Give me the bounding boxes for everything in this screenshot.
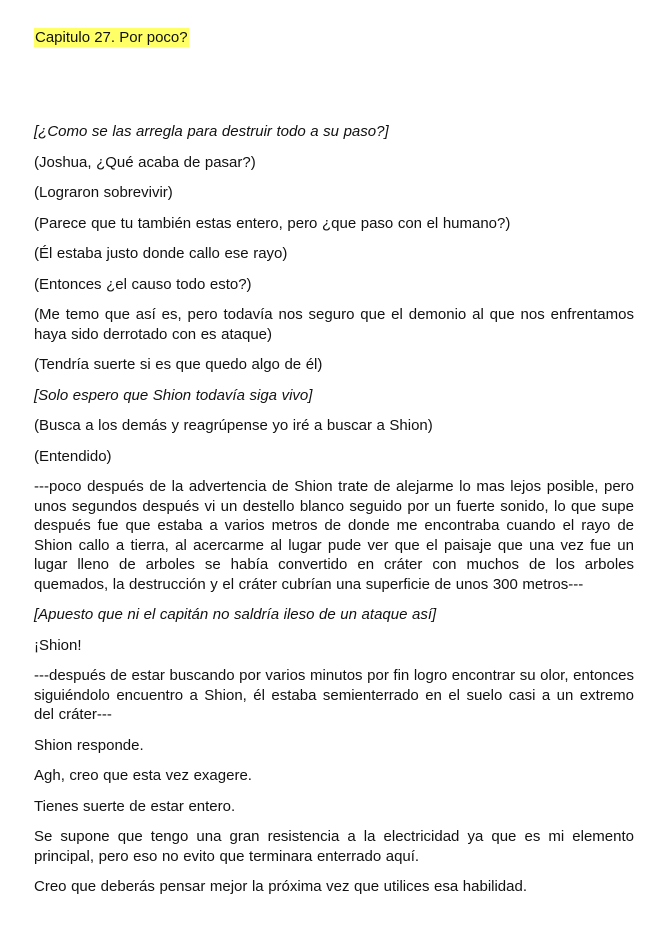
document-page (34, 28, 634, 895)
paragraph: Agh, creo que esta vez exagere. (34, 767, 252, 784)
paragraph: (Entonces ¿el causo todo esto?) (34, 275, 252, 293)
paragraph: [¿Como se las arregla para destruir todo a su paso?] (34, 123, 389, 140)
paragraph: Creo que deberás pensar mejor la próxima vez que utilices esa habilidad. (34, 878, 528, 895)
paragraph: Tienes suerte de estar entero. (34, 797, 236, 815)
paragraph: ¡Shion! (34, 636, 82, 654)
paragraph: (Entendido) (34, 447, 112, 465)
paragraph: [Solo espero que Shion todavía siga vivo] (34, 386, 313, 404)
paragraph: (Parece que tu también estas entero, pero ¿que paso con el humano?) (34, 214, 511, 232)
paragraph: (Él estaba justo donde callo ese rayo) (34, 245, 288, 262)
paragraph: (Joshua, ¿Qué acaba de pasar?) (34, 153, 256, 171)
paragraph: ---poco después de la advertencia de Shion trate de alejarme lo mas lejos posible, pero unos segundos después vi un destello blanco seguido por un fuerte sonido, lo que supe después fue que estaba a varios metros de donde me encontraba cuando el rayo de Shion callo a tierra, al acercarme al lugar pude ver que el paisaje que una vez fue un lugar lleno de arboles se había convertido en cráter con muchos de los arboles quemados, la destrucción y el cráter cubrían una superficie de unos 300 metros--- (34, 478, 634, 593)
paragraph: (Me temo que así es, pero todavía nos seguro que el demonio al que nos enfrentamos haya sido derrotado con es ataque) (34, 306, 634, 343)
paragraph: Shion responde. (34, 736, 144, 754)
paragraph: Se supone que tengo una gran resistencia a la electricidad ya que es mi elemento principal, pero eso no evito que terminara enterrado aquí. (34, 828, 634, 865)
chapter-title: Capitulo 27. Por poco? (35, 29, 188, 46)
paragraph: (Busca a los demás y reagrúpense yo iré a buscar a Shion) (34, 417, 433, 434)
paragraph: ---después de estar buscando por varios minutos por fin logro encontrar su olor, entonces siguiéndolo encuentro a Shion, él estaba semienterrado en el suelo casi a un extremo del cráter--- (34, 667, 634, 723)
paragraph: (Lograron sobrevivir) (34, 184, 173, 201)
paragraph: (Tendría suerte si es que quedo algo de él) (34, 356, 323, 373)
paragraph: [Apuesto que ni el capitán no saldría ileso de un ataque así] (34, 606, 437, 623)
chapter-body (34, 122, 634, 908)
